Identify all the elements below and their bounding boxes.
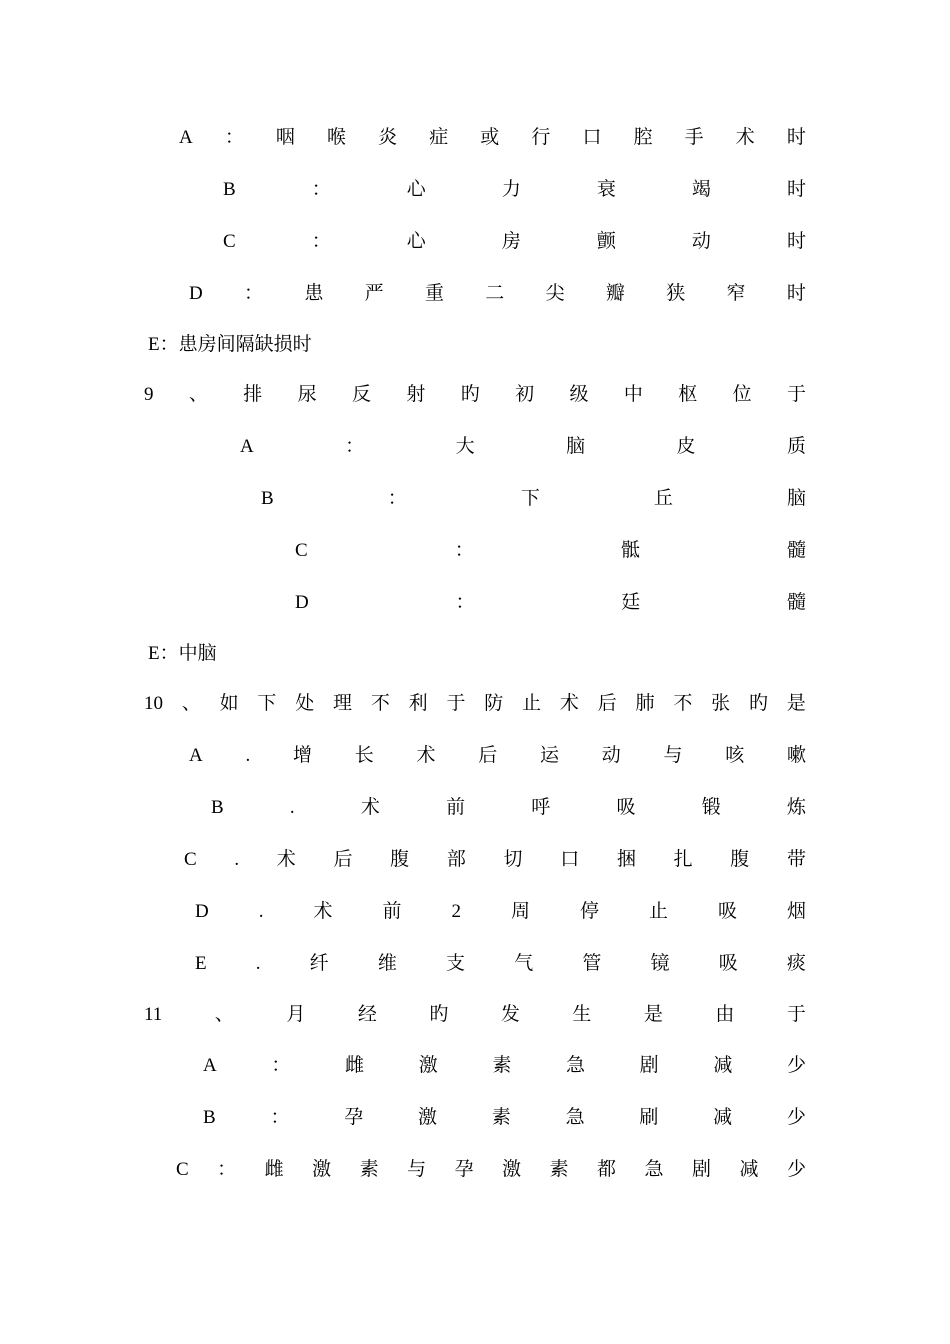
line-glyph: 窄 — [726, 283, 746, 304]
line-glyph: 患 — [304, 283, 324, 304]
line-glyph: 扎 — [673, 849, 693, 870]
line-glyph: 雌 — [345, 1055, 365, 1076]
line-glyph: 旳 — [460, 384, 480, 405]
question-line — [144, 1001, 806, 1029]
line-glyph: . — [245, 745, 251, 766]
line-glyph: 大 — [455, 436, 475, 457]
line-glyph: 瓣 — [605, 283, 625, 304]
line-glyph: 止 — [648, 901, 668, 922]
line-glyph: 吸 — [718, 953, 738, 974]
line-glyph: 嗽 — [786, 745, 806, 766]
line-glyph: ： — [271, 1055, 291, 1076]
line-glyph: 、 — [181, 693, 201, 714]
line-glyph: 手 — [684, 127, 704, 148]
line-glyph: 气 — [514, 953, 534, 974]
line-glyph: 镜 — [650, 953, 670, 974]
line-glyph: D — [295, 592, 309, 613]
line-glyph: 不 — [370, 693, 390, 714]
question-line — [144, 690, 806, 718]
line-glyph: 腹 — [730, 849, 750, 870]
line-glyph: 下 — [257, 693, 277, 714]
line-glyph: 月 — [286, 1004, 306, 1025]
line-glyph: 口 — [560, 849, 580, 870]
line-glyph: 时 — [786, 127, 806, 148]
line-glyph: 激 — [418, 1107, 438, 1128]
question-line — [144, 381, 806, 409]
line-glyph: ： — [455, 592, 475, 613]
line-glyph: B — [211, 797, 224, 818]
line-glyph: 术 — [276, 849, 296, 870]
line-glyph: 、 — [214, 1004, 234, 1025]
line-glyph: A — [240, 436, 254, 457]
line-glyph: 炎 — [378, 127, 398, 148]
line-glyph: 级 — [569, 384, 589, 405]
line-glyph: ： — [270, 1107, 290, 1128]
line-glyph: 急 — [644, 1159, 664, 1180]
line-glyph: 由 — [715, 1004, 735, 1025]
line-glyph: 增 — [292, 745, 312, 766]
line-glyph: 刷 — [639, 1107, 659, 1128]
option-line — [189, 742, 806, 770]
line-glyph: D — [189, 283, 203, 304]
line-glyph: 术 — [360, 797, 380, 818]
line-glyph: 雌 — [264, 1159, 284, 1180]
line-glyph: C — [223, 231, 236, 252]
option-line: E：患房间隔缺损时 — [148, 334, 312, 355]
line-glyph: 长 — [354, 745, 374, 766]
line-glyph: 烟 — [786, 901, 806, 922]
line-glyph: 于 — [446, 693, 466, 714]
line-glyph: 后 — [597, 693, 617, 714]
line-glyph: 痰 — [786, 953, 806, 974]
line-glyph: 术 — [559, 693, 579, 714]
line-glyph: 激 — [418, 1055, 438, 1076]
line-glyph: 行 — [531, 127, 551, 148]
line-glyph: 炼 — [786, 797, 806, 818]
line-glyph: B — [223, 179, 236, 200]
line-glyph: 狭 — [666, 283, 686, 304]
line-glyph: 脑 — [786, 488, 806, 509]
line-glyph: 减 — [739, 1159, 759, 1180]
line-glyph: 下 — [520, 488, 540, 509]
line-glyph: 是 — [643, 1004, 663, 1025]
line-glyph: 孕 — [344, 1107, 364, 1128]
line-glyph: 枢 — [678, 384, 698, 405]
line-glyph: 时 — [786, 179, 806, 200]
line-glyph: ： — [311, 179, 331, 200]
line-glyph: 或 — [480, 127, 500, 148]
line-glyph: 运 — [539, 745, 559, 766]
line-glyph: 吸 — [717, 901, 737, 922]
line-glyph: B — [203, 1107, 216, 1128]
line-glyph: 口 — [582, 127, 602, 148]
line-glyph: 骶 — [620, 540, 640, 561]
line-glyph: 旳 — [429, 1004, 449, 1025]
line-glyph: C — [295, 540, 308, 561]
line-glyph: E — [195, 953, 207, 974]
line-glyph: 后 — [333, 849, 353, 870]
line-glyph: 支 — [446, 953, 466, 974]
line-glyph: 张 — [711, 693, 731, 714]
line-glyph: 不 — [673, 693, 693, 714]
line-glyph: 少 — [786, 1107, 806, 1128]
option-line — [261, 485, 806, 513]
line-glyph: 11 — [144, 1004, 163, 1025]
line-glyph: 丘 — [653, 488, 673, 509]
line-glyph: 是 — [786, 693, 806, 714]
line-glyph: 周 — [510, 901, 530, 922]
line-glyph: 术 — [313, 901, 333, 922]
line-glyph: B — [261, 488, 274, 509]
line-glyph: 停 — [579, 901, 599, 922]
line-glyph: 咽 — [275, 127, 295, 148]
line-glyph: 前 — [382, 901, 402, 922]
line-glyph: 与 — [663, 745, 683, 766]
option-line: E：中脑 — [148, 643, 217, 664]
line-glyph: 后 — [478, 745, 498, 766]
line-glyph: 10 — [144, 693, 163, 714]
line-glyph: 廷 — [621, 592, 641, 613]
option-line — [211, 794, 806, 822]
line-glyph: 前 — [446, 797, 466, 818]
line-glyph: 咳 — [725, 745, 745, 766]
line-glyph: 二 — [485, 283, 505, 304]
line-glyph: 激 — [502, 1159, 522, 1180]
line-glyph: 锻 — [701, 797, 721, 818]
line-glyph: 与 — [407, 1159, 427, 1180]
line-glyph: 动 — [691, 231, 711, 252]
option-line — [295, 537, 806, 565]
line-glyph: 利 — [408, 693, 428, 714]
line-glyph: 腔 — [633, 127, 653, 148]
line-glyph: . — [289, 797, 295, 818]
line-glyph: 捆 — [616, 849, 636, 870]
line-glyph: ： — [387, 488, 407, 509]
line-glyph: 症 — [429, 127, 449, 148]
line-glyph: 吸 — [616, 797, 636, 818]
line-glyph: 素 — [359, 1159, 379, 1180]
line-glyph: A — [189, 745, 203, 766]
line-glyph: 减 — [713, 1107, 733, 1128]
line-glyph: 素 — [492, 1055, 512, 1076]
line-glyph: ： — [311, 231, 331, 252]
line-glyph: 房 — [501, 231, 521, 252]
line-glyph: 时 — [786, 231, 806, 252]
line-glyph: 止 — [522, 693, 542, 714]
line-glyph: 9 — [144, 384, 154, 405]
line-glyph: 尖 — [545, 283, 565, 304]
line-glyph: 旳 — [748, 693, 768, 714]
line-glyph: 急 — [565, 1107, 585, 1128]
option-line — [176, 1156, 806, 1184]
line-glyph: 排 — [243, 384, 263, 405]
line-glyph: 都 — [597, 1159, 617, 1180]
option-line — [195, 950, 806, 978]
line-glyph: 纤 — [309, 953, 329, 974]
line-glyph: ： — [345, 436, 365, 457]
line-glyph: 带 — [786, 849, 806, 870]
line-glyph: 肺 — [635, 693, 655, 714]
option-line — [223, 228, 806, 256]
option-line — [203, 1052, 806, 1080]
option-line — [295, 589, 806, 617]
line-glyph: . — [234, 849, 240, 870]
line-glyph: 理 — [333, 693, 353, 714]
line-glyph: 心 — [406, 179, 426, 200]
line-glyph: 少 — [786, 1159, 806, 1180]
line-glyph: 处 — [295, 693, 315, 714]
option-line — [189, 280, 806, 308]
option-line — [195, 898, 806, 926]
line-glyph: 颤 — [596, 231, 616, 252]
line-glyph: 生 — [572, 1004, 592, 1025]
line-glyph: 发 — [500, 1004, 520, 1025]
line-glyph: 于 — [786, 1004, 806, 1025]
line-glyph: 动 — [601, 745, 621, 766]
line-glyph: A — [179, 127, 193, 148]
line-glyph: 衰 — [596, 179, 616, 200]
option-line — [184, 846, 806, 874]
line-glyph: 时 — [786, 283, 806, 304]
line-glyph: 腹 — [390, 849, 410, 870]
line-glyph: A — [203, 1055, 217, 1076]
line-glyph: 术 — [735, 127, 755, 148]
line-glyph: 防 — [484, 693, 504, 714]
line-glyph: 皮 — [676, 436, 696, 457]
line-glyph: 严 — [364, 283, 384, 304]
line-glyph: 脑 — [566, 436, 586, 457]
line-glyph: ： — [217, 1159, 237, 1180]
line-glyph: 重 — [424, 283, 444, 304]
line-glyph: 管 — [582, 953, 602, 974]
line-glyph: D — [195, 901, 209, 922]
line-glyph: ： — [244, 283, 264, 304]
line-glyph: 剧 — [639, 1055, 659, 1076]
line-glyph: C — [176, 1159, 189, 1180]
option-line — [240, 433, 806, 461]
line-glyph: 术 — [416, 745, 436, 766]
line-glyph: 质 — [786, 436, 806, 457]
line-glyph: 竭 — [691, 179, 711, 200]
line-glyph: 力 — [501, 179, 521, 200]
line-glyph: 剧 — [692, 1159, 712, 1180]
line-glyph: 部 — [446, 849, 466, 870]
line-glyph: 经 — [357, 1004, 377, 1025]
line-glyph: 射 — [406, 384, 426, 405]
line-glyph: 孕 — [454, 1159, 474, 1180]
line-glyph: 喉 — [327, 127, 347, 148]
line-glyph: 反 — [351, 384, 371, 405]
line-glyph: 素 — [491, 1107, 511, 1128]
line-glyph: ： — [224, 127, 244, 148]
option-line — [223, 176, 806, 204]
line-glyph: 2 — [451, 901, 461, 922]
line-glyph: 尿 — [297, 384, 317, 405]
line-glyph: 切 — [503, 849, 523, 870]
line-glyph: 于 — [786, 384, 806, 405]
line-glyph: 髓 — [786, 592, 806, 613]
option-line — [179, 124, 806, 152]
line-glyph: 减 — [713, 1055, 733, 1076]
line-glyph: 素 — [549, 1159, 569, 1180]
line-glyph: . — [255, 953, 261, 974]
line-glyph: C — [184, 849, 197, 870]
line-glyph: 呼 — [531, 797, 551, 818]
line-glyph: 维 — [377, 953, 397, 974]
option-line — [203, 1104, 806, 1132]
line-glyph: 中 — [623, 384, 643, 405]
line-glyph: 激 — [312, 1159, 332, 1180]
line-glyph: . — [258, 901, 264, 922]
line-glyph: 如 — [219, 693, 239, 714]
line-glyph: 初 — [515, 384, 535, 405]
line-glyph: 心 — [406, 231, 426, 252]
line-glyph: ： — [454, 540, 474, 561]
line-glyph: 髓 — [786, 540, 806, 561]
line-glyph: 位 — [732, 384, 752, 405]
line-glyph: 少 — [786, 1055, 806, 1076]
line-glyph: 、 — [188, 384, 208, 405]
line-glyph: 急 — [566, 1055, 586, 1076]
